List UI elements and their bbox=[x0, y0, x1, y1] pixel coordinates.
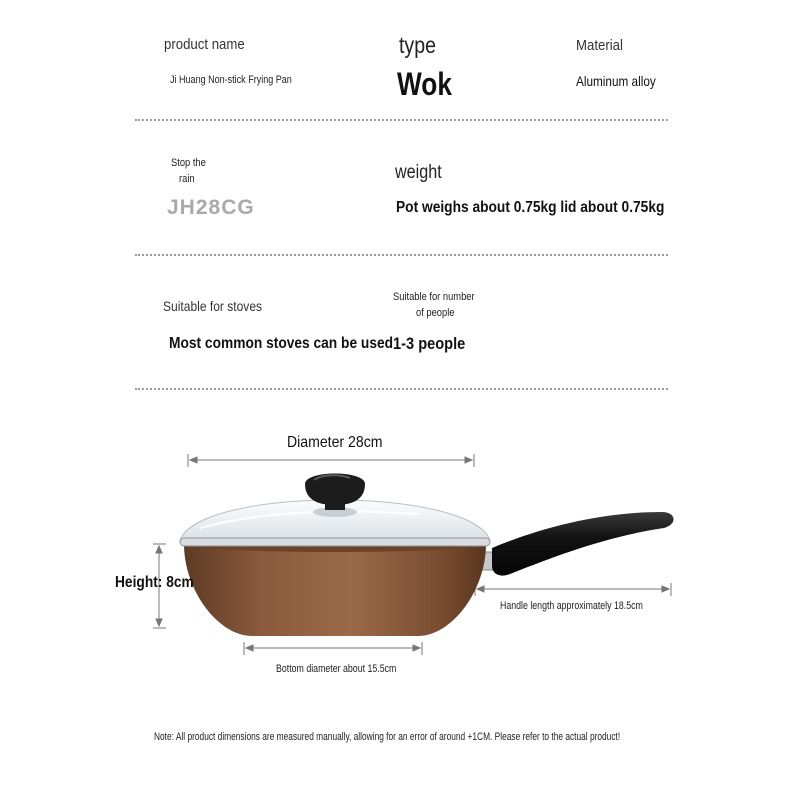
weight-value: Pot weighs about 0.75kg lid about 0.75kg bbox=[396, 199, 665, 216]
material-value: Aluminum alloy bbox=[576, 73, 656, 89]
model-label-line2: rain bbox=[179, 173, 195, 185]
bottom-diameter-label: Bottom diameter about 15.5cm bbox=[276, 663, 397, 675]
disclaimer-note: Note: All product dimensions are measured manually, allowing for an error of around +1CM. Please refer to the actual product! bbox=[154, 731, 621, 743]
bottom-diameter-arrow bbox=[244, 642, 422, 655]
material-label: Material bbox=[576, 37, 623, 54]
model-label-line1: Stop the bbox=[171, 157, 206, 169]
people-label-line2: of people bbox=[416, 307, 455, 319]
weight-label: weight bbox=[395, 162, 442, 183]
diameter-label: Diameter 28cm bbox=[287, 434, 383, 451]
stoves-value: Most common stoves can be used bbox=[169, 335, 394, 352]
people-value: 1-3 people bbox=[393, 334, 466, 353]
diameter-arrow bbox=[188, 454, 474, 467]
height-label: Height: 8cm bbox=[115, 574, 194, 591]
wok-handle bbox=[474, 512, 674, 576]
handle-length-label: Handle length approximately 18.5cm bbox=[500, 600, 643, 612]
people-label-line1: Suitable for number bbox=[393, 291, 475, 303]
model-value: JH28CG bbox=[167, 196, 255, 219]
product-name-label: product name bbox=[164, 36, 245, 53]
handle-length-arrow bbox=[475, 583, 671, 596]
stoves-label: Suitable for stoves bbox=[163, 298, 263, 314]
type-value: Wok bbox=[397, 66, 452, 102]
wok-body bbox=[184, 544, 486, 636]
product-name-value: Ji Huang Non-stick Frying Pan bbox=[170, 74, 292, 86]
type-label: type bbox=[399, 32, 436, 58]
